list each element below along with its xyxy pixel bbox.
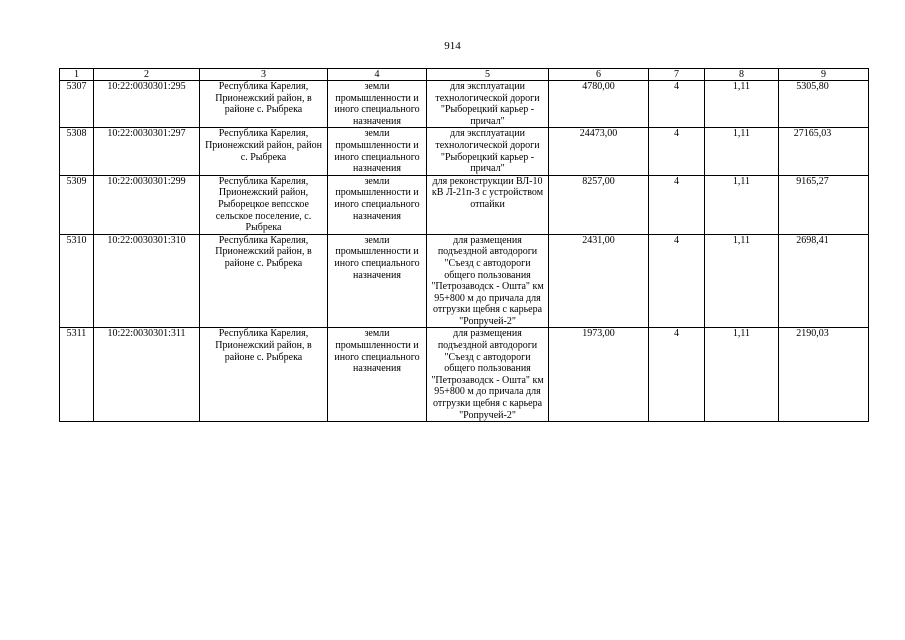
land-plot-table — [59, 68, 869, 422]
land-category: земли промышленности и иного специального назначения — [328, 128, 427, 175]
table-header — [60, 69, 869, 81]
coefficient: 1,11 — [705, 234, 779, 328]
amount: 9165,27 — [779, 175, 869, 234]
row-number: 5309 — [60, 175, 94, 234]
permitted-use: для размещения подъездной автодороги "Съезд с автодороги общего пользования "Петрозаводск - Ошта" км 95+800 м до причала для отгрузки щебня с карьера "Ропручей-2" — [427, 234, 549, 328]
column-7-value: 4 — [649, 81, 705, 128]
location: Республика Карелия, Прионежский район, в районе с. Рыбрека — [200, 328, 328, 422]
table-row — [60, 234, 869, 328]
location: Республика Карелия, Прионежский район, в районе с. Рыбрека — [200, 81, 328, 128]
column-7-value: 4 — [649, 328, 705, 422]
cadastral-number: 10:22:0030301:311 — [94, 328, 200, 422]
coefficient: 1,11 — [705, 128, 779, 175]
column-7-value: 4 — [649, 175, 705, 234]
permitted-use: для реконструкции ВЛ-10 кВ Л-21п-3 с устройством отпайки — [427, 175, 549, 234]
permitted-use: для эксплуатации технологической дороги "Рыборецкий карьер - причал" — [427, 81, 549, 128]
amount: 2698,41 — [779, 234, 869, 328]
table-row — [60, 81, 869, 128]
permitted-use: для размещения подъездной автодороги "Съезд с автодороги общего пользования "Петрозаводск - Ошта" км 95+800 м до причала для отгрузки щебня с карьера "Ропручей-2" — [427, 328, 549, 422]
location: Республика Карелия, Прионежский район, Рыборецкое вепсское сельское поселение, с. Рыбрека — [200, 175, 328, 234]
land-category: земли промышленности и иного специального назначения — [328, 234, 427, 328]
amount: 5305,80 — [779, 81, 869, 128]
area: 1973,00 — [549, 328, 649, 422]
column-7-value: 4 — [649, 234, 705, 328]
area: 8257,00 — [549, 175, 649, 234]
header-col-1: 1 — [60, 69, 94, 81]
area: 24473,00 — [549, 128, 649, 175]
row-number: 5310 — [60, 234, 94, 328]
table-row — [60, 128, 869, 175]
header-col-9: 9 — [779, 69, 869, 81]
header-col-7: 7 — [649, 69, 705, 81]
header-row — [60, 69, 869, 81]
header-col-4: 4 — [328, 69, 427, 81]
row-number: 5311 — [60, 328, 94, 422]
amount: 2190,03 — [779, 328, 869, 422]
coefficient: 1,11 — [705, 81, 779, 128]
header-col-5: 5 — [427, 69, 549, 81]
header-col-6: 6 — [549, 69, 649, 81]
area: 2431,00 — [549, 234, 649, 328]
header-col-2: 2 — [94, 69, 200, 81]
location: Республика Карелия, Прионежский район, в районе с. Рыбрека — [200, 234, 328, 328]
table-body — [60, 81, 869, 422]
coefficient: 1,11 — [705, 328, 779, 422]
land-category: земли промышленности и иного специального назначения — [328, 81, 427, 128]
cadastral-number: 10:22:0030301:299 — [94, 175, 200, 234]
column-7-value: 4 — [649, 128, 705, 175]
row-number: 5307 — [60, 81, 94, 128]
table-row — [60, 175, 869, 234]
cadastral-number: 10:22:0030301:310 — [94, 234, 200, 328]
permitted-use: для эксплуатации технологической дороги "Рыборецкий карьер - причал" — [427, 128, 549, 175]
amount: 27165,03 — [779, 128, 869, 175]
table-row — [60, 328, 869, 422]
area: 4780,00 — [549, 81, 649, 128]
land-category: земли промышленности и иного специального назначения — [328, 175, 427, 234]
land-category: земли промышленности и иного специального назначения — [328, 328, 427, 422]
header-col-8: 8 — [705, 69, 779, 81]
cadastral-number: 10:22:0030301:297 — [94, 128, 200, 175]
location: Республика Карелия, Прионежский район, район с. Рыбрека — [200, 128, 328, 175]
row-number: 5308 — [60, 128, 94, 175]
page-number: 914 — [444, 40, 461, 52]
cadastral-number: 10:22:0030301:295 — [94, 81, 200, 128]
coefficient: 1,11 — [705, 175, 779, 234]
header-col-3: 3 — [200, 69, 328, 81]
